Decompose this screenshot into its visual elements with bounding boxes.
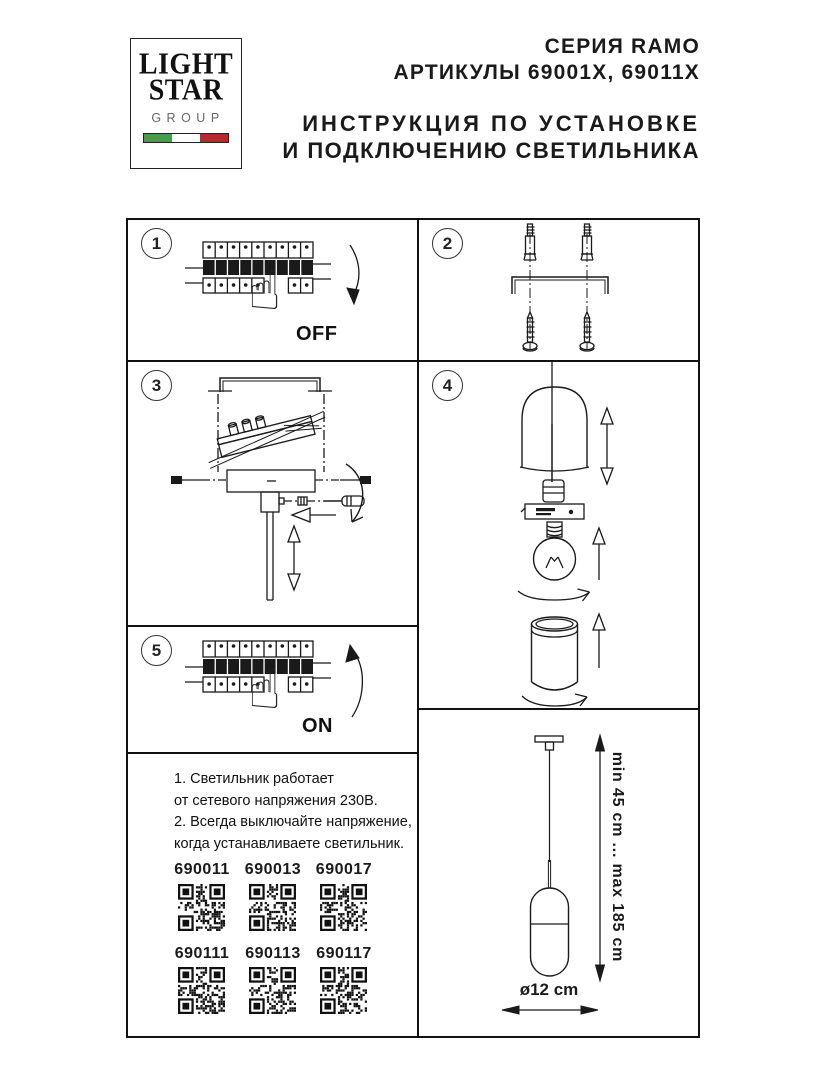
document-titles (282, 34, 700, 164)
lamp-assembly-drawing (419, 362, 698, 708)
cord-grip-icon (261, 492, 284, 512)
arrow-down-icon (347, 245, 359, 304)
flag-green-stripe (144, 134, 172, 142)
logo-word-group: GROUP (151, 111, 225, 126)
terminal-block-sketch (201, 401, 331, 469)
step-number-badge: 1 (141, 228, 172, 259)
flag-white-stripe (172, 134, 200, 142)
slide-left-arrow-icon (292, 508, 336, 522)
qr-code-image (320, 967, 367, 1014)
logo-word-star: STAR (148, 73, 224, 108)
rotate-arrow-icon (522, 694, 587, 706)
qr-code-image (178, 967, 225, 1014)
mounting-bracket-icon (512, 277, 608, 294)
glass-shade-icon (532, 617, 578, 690)
article-code: 690011 (174, 861, 230, 878)
wiring-install-drawing (128, 362, 417, 625)
off-label: OFF (296, 323, 338, 345)
article-code: 690111 (174, 945, 230, 962)
lightstar-logo (130, 38, 242, 169)
notes-panel (128, 754, 417, 1036)
step-5-panel (128, 627, 417, 752)
step-4-panel (419, 362, 698, 708)
article-code: 690113 (245, 945, 301, 962)
italian-flag-bar (143, 133, 229, 143)
instruction-title-line2: И ПОДКЛЮЧЕНИЮ СВЕТИЛЬНИКА (282, 138, 700, 163)
bracket-plate-icon (521, 504, 584, 519)
diameter-label: ø12 cm (519, 980, 579, 999)
pointing-hand-icon: ☝ (248, 658, 281, 721)
step-2-panel (419, 220, 698, 360)
light-bulb-icon (534, 522, 576, 580)
series-title: СЕРИЯ RAMO (544, 35, 700, 58)
article-code: 690117 (316, 945, 372, 962)
screwdriver-icon (324, 496, 364, 506)
step-number-badge: 4 (432, 370, 463, 401)
up-arrow-icon (593, 528, 605, 580)
height-range-label: min 45 cm ... max 185 cm (609, 751, 626, 963)
rotate-arrow-icon (518, 589, 590, 601)
rotate-arrow-icon (346, 464, 363, 522)
grub-screw-icon (298, 497, 307, 505)
flag-red-stripe (200, 134, 228, 142)
cord-grip-icon (543, 480, 564, 502)
up-down-arrow-icon (601, 408, 613, 484)
suspension-rod-icon (267, 512, 273, 600)
side-screw-icon (315, 476, 371, 484)
articles-title: АРТИКУЛЫ 69001X, 69011X (393, 61, 700, 84)
logo-word-light: LIGHT (138, 47, 234, 82)
steps-grid (126, 218, 700, 1038)
on-label: ON (302, 715, 333, 737)
height-dimension-arrow (596, 735, 605, 981)
instruction-title-line1: ИНСТРУКЦИЯ ПО УСТАНОВКЕ (302, 111, 700, 136)
article-code: 690013 (244, 861, 302, 878)
diameter-dimension-arrow (502, 1006, 598, 1014)
pendant-lamp-icon (531, 736, 569, 976)
note-line: от сетевого напряжения 230В. (174, 792, 378, 809)
canopy-dome-icon (520, 387, 589, 471)
ceiling-bracket-icon (208, 378, 332, 392)
pointing-hand-icon: ☝ (248, 259, 281, 322)
qr-code-image (249, 884, 296, 931)
side-screw-icon (171, 476, 227, 484)
up-down-arrow-icon (288, 526, 300, 590)
step-number-badge: 3 (141, 370, 172, 401)
step-number-badge: 2 (432, 228, 463, 259)
note-line: когда устанавливаете светильник. (174, 835, 405, 852)
qr-code-image (178, 884, 225, 931)
step-3-panel (128, 362, 417, 625)
note-line: 2. Всегда выключайте напряжение, (174, 814, 412, 830)
qr-code-image (320, 884, 367, 931)
article-code: 690017 (315, 861, 373, 878)
step-1-panel (128, 220, 417, 360)
arrow-up-icon (346, 645, 362, 717)
step-number-badge: 5 (141, 635, 172, 666)
dimensions-panel (419, 710, 698, 1036)
note-line: 1. Светильник работает (174, 771, 334, 787)
qr-code-image (249, 967, 296, 1014)
safety-notes (174, 769, 412, 855)
up-arrow-icon (593, 614, 605, 668)
